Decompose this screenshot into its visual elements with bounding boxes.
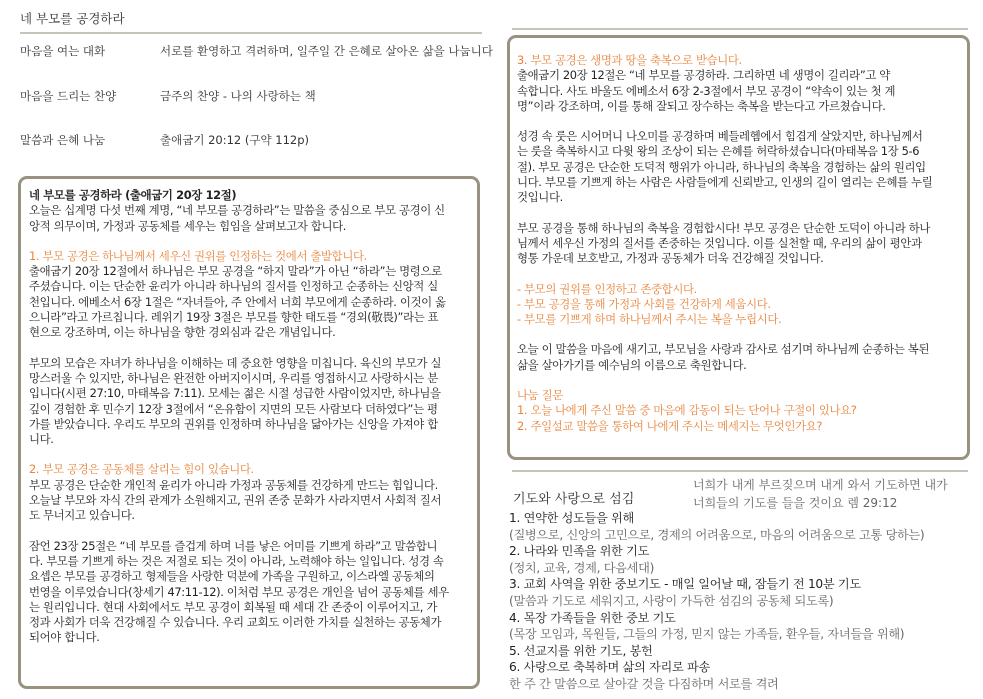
point-2b-line: 되어야 합니다. (29, 630, 100, 645)
sermon-box-right (507, 35, 970, 460)
prayer-item-detail: (말씀과 기도로 세워지고, 사랑이 가득한 섬김의 공동체 되도록) (509, 593, 834, 608)
point-3-heading: 3. 부모 공경은 생명과 땅을 축복으로 받습니다. (517, 53, 742, 67)
action-bullet: - 부모를 기쁘게 하며 하나님께서 주시는 복을 누립시다. (517, 312, 782, 327)
prayer-item-heading: 4. 목장 가족들을 위한 중보 기도 (509, 610, 676, 625)
application-line: 형통 가운데 보호받고, 가정과 공동체가 더욱 건강해질 것입니다. (517, 251, 824, 266)
action-bullet: - 부모 공경을 통해 가정과 사회를 건강하게 세웁시다. (517, 296, 771, 311)
sermon-box-left (18, 176, 480, 689)
action-bullet: - 부모의 권위를 인정하고 존중합시다. (517, 281, 697, 296)
point-2-line: 도 무너지고 있습니다. (29, 508, 135, 523)
prayer-item-heading: 6. 사랑으로 축복하며 삶의 자리로 파송 (509, 660, 710, 675)
closing-line: 오늘 이 말씀을 마음에 새기고, 부모님을 사랑과 감사로 섬기며 하나님께 순종하는 복된 (517, 342, 930, 357)
question-item: 1. 오늘 나에게 주신 말씀 중 마음에 감동이 되는 단어나 구절이 있나요? (517, 403, 857, 418)
prayer-divider (512, 470, 968, 472)
point-2-line: 부모 공경은 단순한 개인적 윤리가 아니라 가정과 공동체를 건강하게 만드는 힘입니다. (29, 477, 438, 492)
prayer-item-heading: 5. 선교지를 위한 기도, 봉헌 (509, 643, 653, 658)
prayer-title: 기도와 사랑으로 섬김 (513, 492, 635, 507)
point-3b-line: 는 룻을 축복하시고 다윗 왕의 조상이 되는 은혜를 허락하셨습니다(마태복음 1장 5-6 (517, 144, 920, 159)
header-divider (20, 32, 482, 34)
sermon-left-content (29, 188, 473, 646)
point-2-heading: 2. 부모 공경은 공동체를 살리는 힘이 있습니다. (29, 462, 254, 477)
point-3-line: 출애굽기 20장 12절은 “네 부모를 공경하라. 그리하면 네 생명이 길리라”고 약 (517, 68, 890, 83)
point-3b-line: 니다. 부모를 기쁘게 하는 사람은 사람들에게 신뢰받고, 인생의 길이 열리는 은혜를 누릴 (517, 175, 933, 190)
point-1-line: 으니라”라고 가르칩니다. 레위기 19장 3절은 부모를 향한 태도를 “경외(敬畏)”라는 표 (29, 310, 439, 325)
point-2b-line: 정과 사회가 더욱 건강해질 수 있습니다. 우리 교회도 이러한 가치를 실천하는 공동체가 (29, 615, 442, 630)
page-title: 네 부모를 공경하라 (20, 11, 125, 26)
prayer-item-detail: (목장 모임과, 목원들, 그들의 가정, 믿지 않는 가족들, 환우들, 자녀들을 위해) (509, 627, 905, 642)
point-3b-line: 성경 속 룻은 시어머니 나오미를 공경하며 베들레헴에서 힘겹게 살았지만, 하나님께서 (517, 129, 923, 144)
order-value-2: 금주의 찬양 - 나의 사랑하는 책 (160, 89, 316, 103)
questions-title: 나눔 질문 (517, 388, 563, 403)
order-value-1: 서로를 환영하고 격려하며, 일주일 간 은혜로 살아온 삶을 나눕니다 (160, 44, 493, 58)
point-3-line: 속합니다. 사도 바울도 에베소서 6장 2-3절에서 부모 공경이 “약속이 있는 첫 계 (517, 83, 896, 98)
point-2b-line: 번영을 이루었습니다(창세기 47:11-12). 이처럼 부모 공경은 개인을 넘어 공동체를 세우 (29, 584, 449, 599)
application-line: 부모 공경을 통해 하나님의 축복을 경험합시다! 부모 공경은 단순한 도덕이 아니라 하나 (517, 220, 931, 235)
point-2b-line: 다. 부모를 기쁘게 하는 것은 저절로 되는 것이 아니라, 노력해야 하는 일입니다. 성경 속 (29, 553, 444, 568)
point-1-line: 천입니다. 에베소서 6장 1절은 “자녀들아, 주 안에서 너희 부모에게 순종하라. 이것이 옳 (29, 294, 446, 309)
point-1-heading: 1. 부모 공경은 하나님께서 세우신 권위를 인정하는 것에서 출발합니다. (29, 248, 367, 263)
prayer-item-detail: 한 주 간 말씀으로 살아갈 것을 다짐하며 서로를 격려 (509, 676, 779, 691)
order-label-2: 마음을 드리는 찬양 (20, 89, 117, 103)
prayer-item-detail: (질병으로, 신앙의 고민으로, 경제의 어려움으로, 마음의 어려움으로 고통 당하는) (509, 527, 925, 542)
sermon-title: 네 부모를 공경하라 (출애굽기 20장 12절) (29, 188, 237, 202)
point-1-line: 현으로 강조하며, 이는 하나님을 향한 경외심과 같은 개념입니다. (29, 325, 336, 340)
point-1b-line: 니다. (29, 432, 54, 447)
prayer-item-detail: (정치, 교육, 경제, 다음세대) (509, 560, 655, 575)
point-1b-line: 깊이 경험한 후 민수기 12장 3절에서 “온유함이 지면의 모든 사람보다 더하였다”는 평 (29, 401, 438, 416)
point-3-line: 명”이라 강조하며, 이를 통해 잘되고 장수하는 축복을 받는다고 가르쳤습니다. (517, 98, 886, 113)
point-3b-line: 것입니다. (517, 190, 563, 205)
prayer-verse-line: 너희가 내게 부르짖으며 내게 와서 기도하면 내가 (693, 478, 948, 492)
order-label-3: 말씀과 은혜 나눔 (20, 133, 106, 147)
point-1b-line: 입니다(시편 27:10, 마태복음 7:11). 모세는 젊은 시절 성급한 사람이었지만, 하나님을 (29, 386, 441, 401)
prayer-verse (693, 476, 948, 512)
prayer-verse-line: 너희들의 기도를 들을 것이요 렘 29:12 (693, 496, 898, 510)
intro-line: 오늘은 십계명 다섯 번째 계명, “네 부모를 공경하라”는 말씀을 중심으로 부모 공경이 신 (29, 203, 445, 218)
point-2b-line: 는 원리입니다. 현대 사회에서도 부모 공경이 회복될 때 세대 간 존중이 이루어지고, 가 (29, 599, 438, 614)
prayer-item-heading: 2. 나라와 민족을 위한 기도 (509, 544, 650, 559)
order-value-3: 출애굽기 20:12 (구약 112p) (160, 133, 309, 147)
right-header-divider (512, 28, 968, 30)
question-item: 2. 주일설교 말씀을 통하여 나에게 주시는 메세지는 무엇인가요? (517, 418, 823, 433)
sermon-right-content (517, 53, 963, 434)
closing-line: 삶을 살아가기를 예수님의 이름으로 축원합니다. (517, 357, 747, 372)
prayer-item-heading: 1. 연약한 성도들을 위해 (509, 511, 635, 525)
point-2-line: 오늘날 부모와 자식 간의 관계가 소원해지고, 권위 존중 문화가 사라지면서 사회적 질서 (29, 493, 442, 508)
point-2b-line: 요셉은 부모를 공경하고 형제들을 사랑한 덕분에 가족을 구원하고, 이스라엘 공동체의 (29, 569, 435, 584)
point-3b-line: 절). 부모 공경은 단순한 도덕적 행위가 아니라, 하나님의 축복을 경험하는 삶의 원리입 (517, 159, 926, 174)
point-1-line: 출애굽기 20장 12절에서 하나님은 부모 공경을 “하지 말라”가 아닌 “하라”는 명령으로 (29, 264, 442, 279)
intro-line: 앙적 의무이며, 가정과 공동체를 세우는 힘임을 살펴보고자 합니다. (29, 218, 347, 233)
application-line: 님께서 세우신 가정의 질서를 존중하는 것입니다. 이를 실천할 때, 우리의 삶이 평안과 (517, 235, 922, 250)
prayer-list (509, 510, 974, 693)
point-1b-line: 망스러울 수 있지만, 하나님은 완전한 아버지이시며, 우리를 영접하시고 사랑하시는 분 (29, 370, 438, 385)
point-1b-line: 가를 받았습니다. 우리도 부모의 권위를 인정하며 하나님을 닮아가는 신앙을 가져야 합 (29, 416, 438, 431)
point-1-line: 주셨습니다. 이는 단순한 윤리가 아니라 하나님의 질서를 인정하고 순종하는 신앙적 실 (29, 279, 438, 294)
order-label-1: 마음을 여는 대화 (20, 44, 106, 58)
point-2b-line: 잠언 23장 25절은 “네 부모를 즐겁게 하며 너를 낳은 어미를 기쁘게 하라”고 말씀합니 (29, 538, 438, 553)
prayer-item-heading: 3. 교회 사역을 위한 중보기도 - 매일 일어날 때, 잠들기 전 10분 기도 (509, 577, 861, 592)
point-1b-line: 부모의 모습은 자녀가 하나님을 이해하는 데 중요한 영향을 미칩니다. 육신의 부모가 실 (29, 355, 442, 370)
